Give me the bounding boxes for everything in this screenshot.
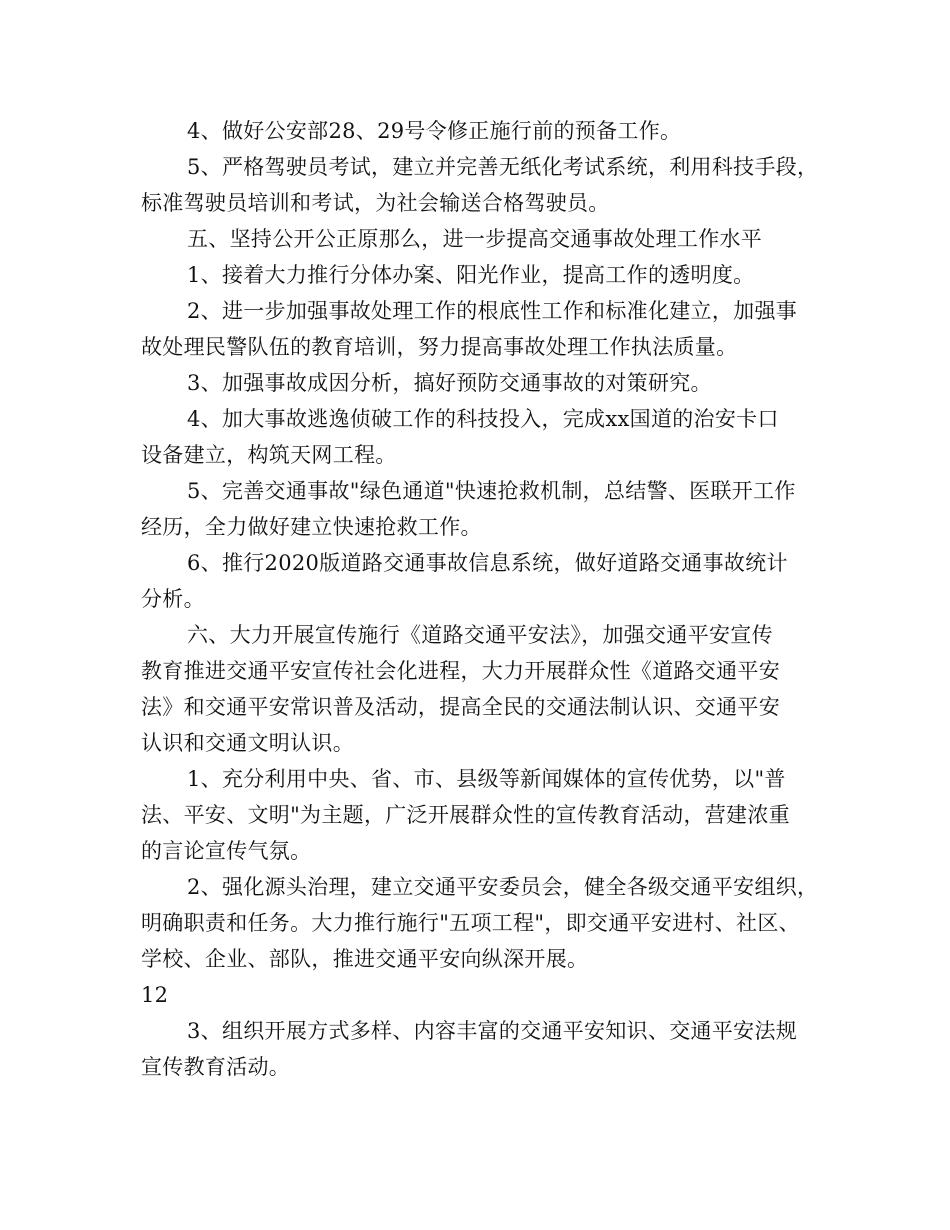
paragraph-line: 5、严格驾驶员考试，建立并完善无纸化考试系统，利用科技手段，	[187, 155, 819, 179]
paragraph-line: 故处理民警队伍的教育培训，努力提高事故处理工作执法质量。	[141, 335, 738, 359]
paragraph-line: 3、加强事故成因分析，搞好预防交通事故的对策研究。	[187, 371, 712, 395]
page-number: 12	[141, 983, 169, 1007]
paragraph-line: 2、进一步加强事故处理工作的根底性工作和标准化建立，加强事	[187, 299, 798, 323]
paragraph-line: 学校、企业、部队，推进交通平安向纵深开展。	[141, 947, 589, 971]
paragraph-line: 分析。	[141, 587, 205, 611]
paragraph-line: 经历，全力做好建立快速抢救工作。	[141, 515, 482, 539]
paragraph-line: 5、完善交通事故"绿色通道"快速抢救机制，总结警、医联开工作	[187, 479, 796, 503]
paragraph-line: 的言论宣传气氛。	[141, 839, 312, 863]
paragraph-line: 1、接着大力推行分体办案、阳光作业，提高工作的透明度。	[187, 263, 755, 287]
paragraph-line: 标准驾驶员培训和考试，为社会输送合格驾驶员。	[141, 191, 610, 215]
paragraph-line: 设备建立，构筑天网工程。	[141, 443, 397, 467]
paragraph-line: 1、充分利用中央、省、市、县级等新闻媒体的宣传优势，以"普	[187, 767, 786, 791]
paragraph-line: 2、强化源头治理，建立交通平安委员会，健全各级交通平安组织，	[187, 875, 819, 899]
paragraph-line: 4、加大事故逃逸侦破工作的科技投入，完成xx国道的治安卡口	[187, 407, 779, 431]
section-heading: 教育推进交通平安宣传社会化进程，大力开展群众性《道路交通平安	[141, 659, 780, 683]
paragraph-line: 3、组织开展方式多样、内容丰富的交通平安知识、交通平安法规	[187, 1019, 798, 1043]
paragraph-line: 明确职责和任务。大力推行施行"五项工程"，即交通平安进村、社区、	[141, 911, 800, 935]
section-heading: 法》和交通平安常识普及活动，提高全民的交通法制认识、交通平安	[141, 695, 780, 719]
section-heading: 认识和交通文明认识。	[141, 731, 354, 755]
section-heading: 五、坚持公开公正原那么，进一步提高交通事故处理工作水平	[187, 227, 763, 251]
paragraph-line: 法、平安、文明"为主题，广泛开展群众性的宣传教育活动，营建浓重	[141, 803, 790, 827]
paragraph-line: 6、推行2020版道路交通事故信息系统，做好道路交通事故统计	[187, 551, 788, 575]
section-heading: 六、大力开展宣传施行《道路交通平安法》，加强交通平安宣传	[187, 623, 773, 647]
paragraph-line: 4、做好公安部28、29号令修正施行前的预备工作。	[187, 119, 682, 143]
paragraph-line: 宣传教育活动。	[141, 1055, 291, 1079]
